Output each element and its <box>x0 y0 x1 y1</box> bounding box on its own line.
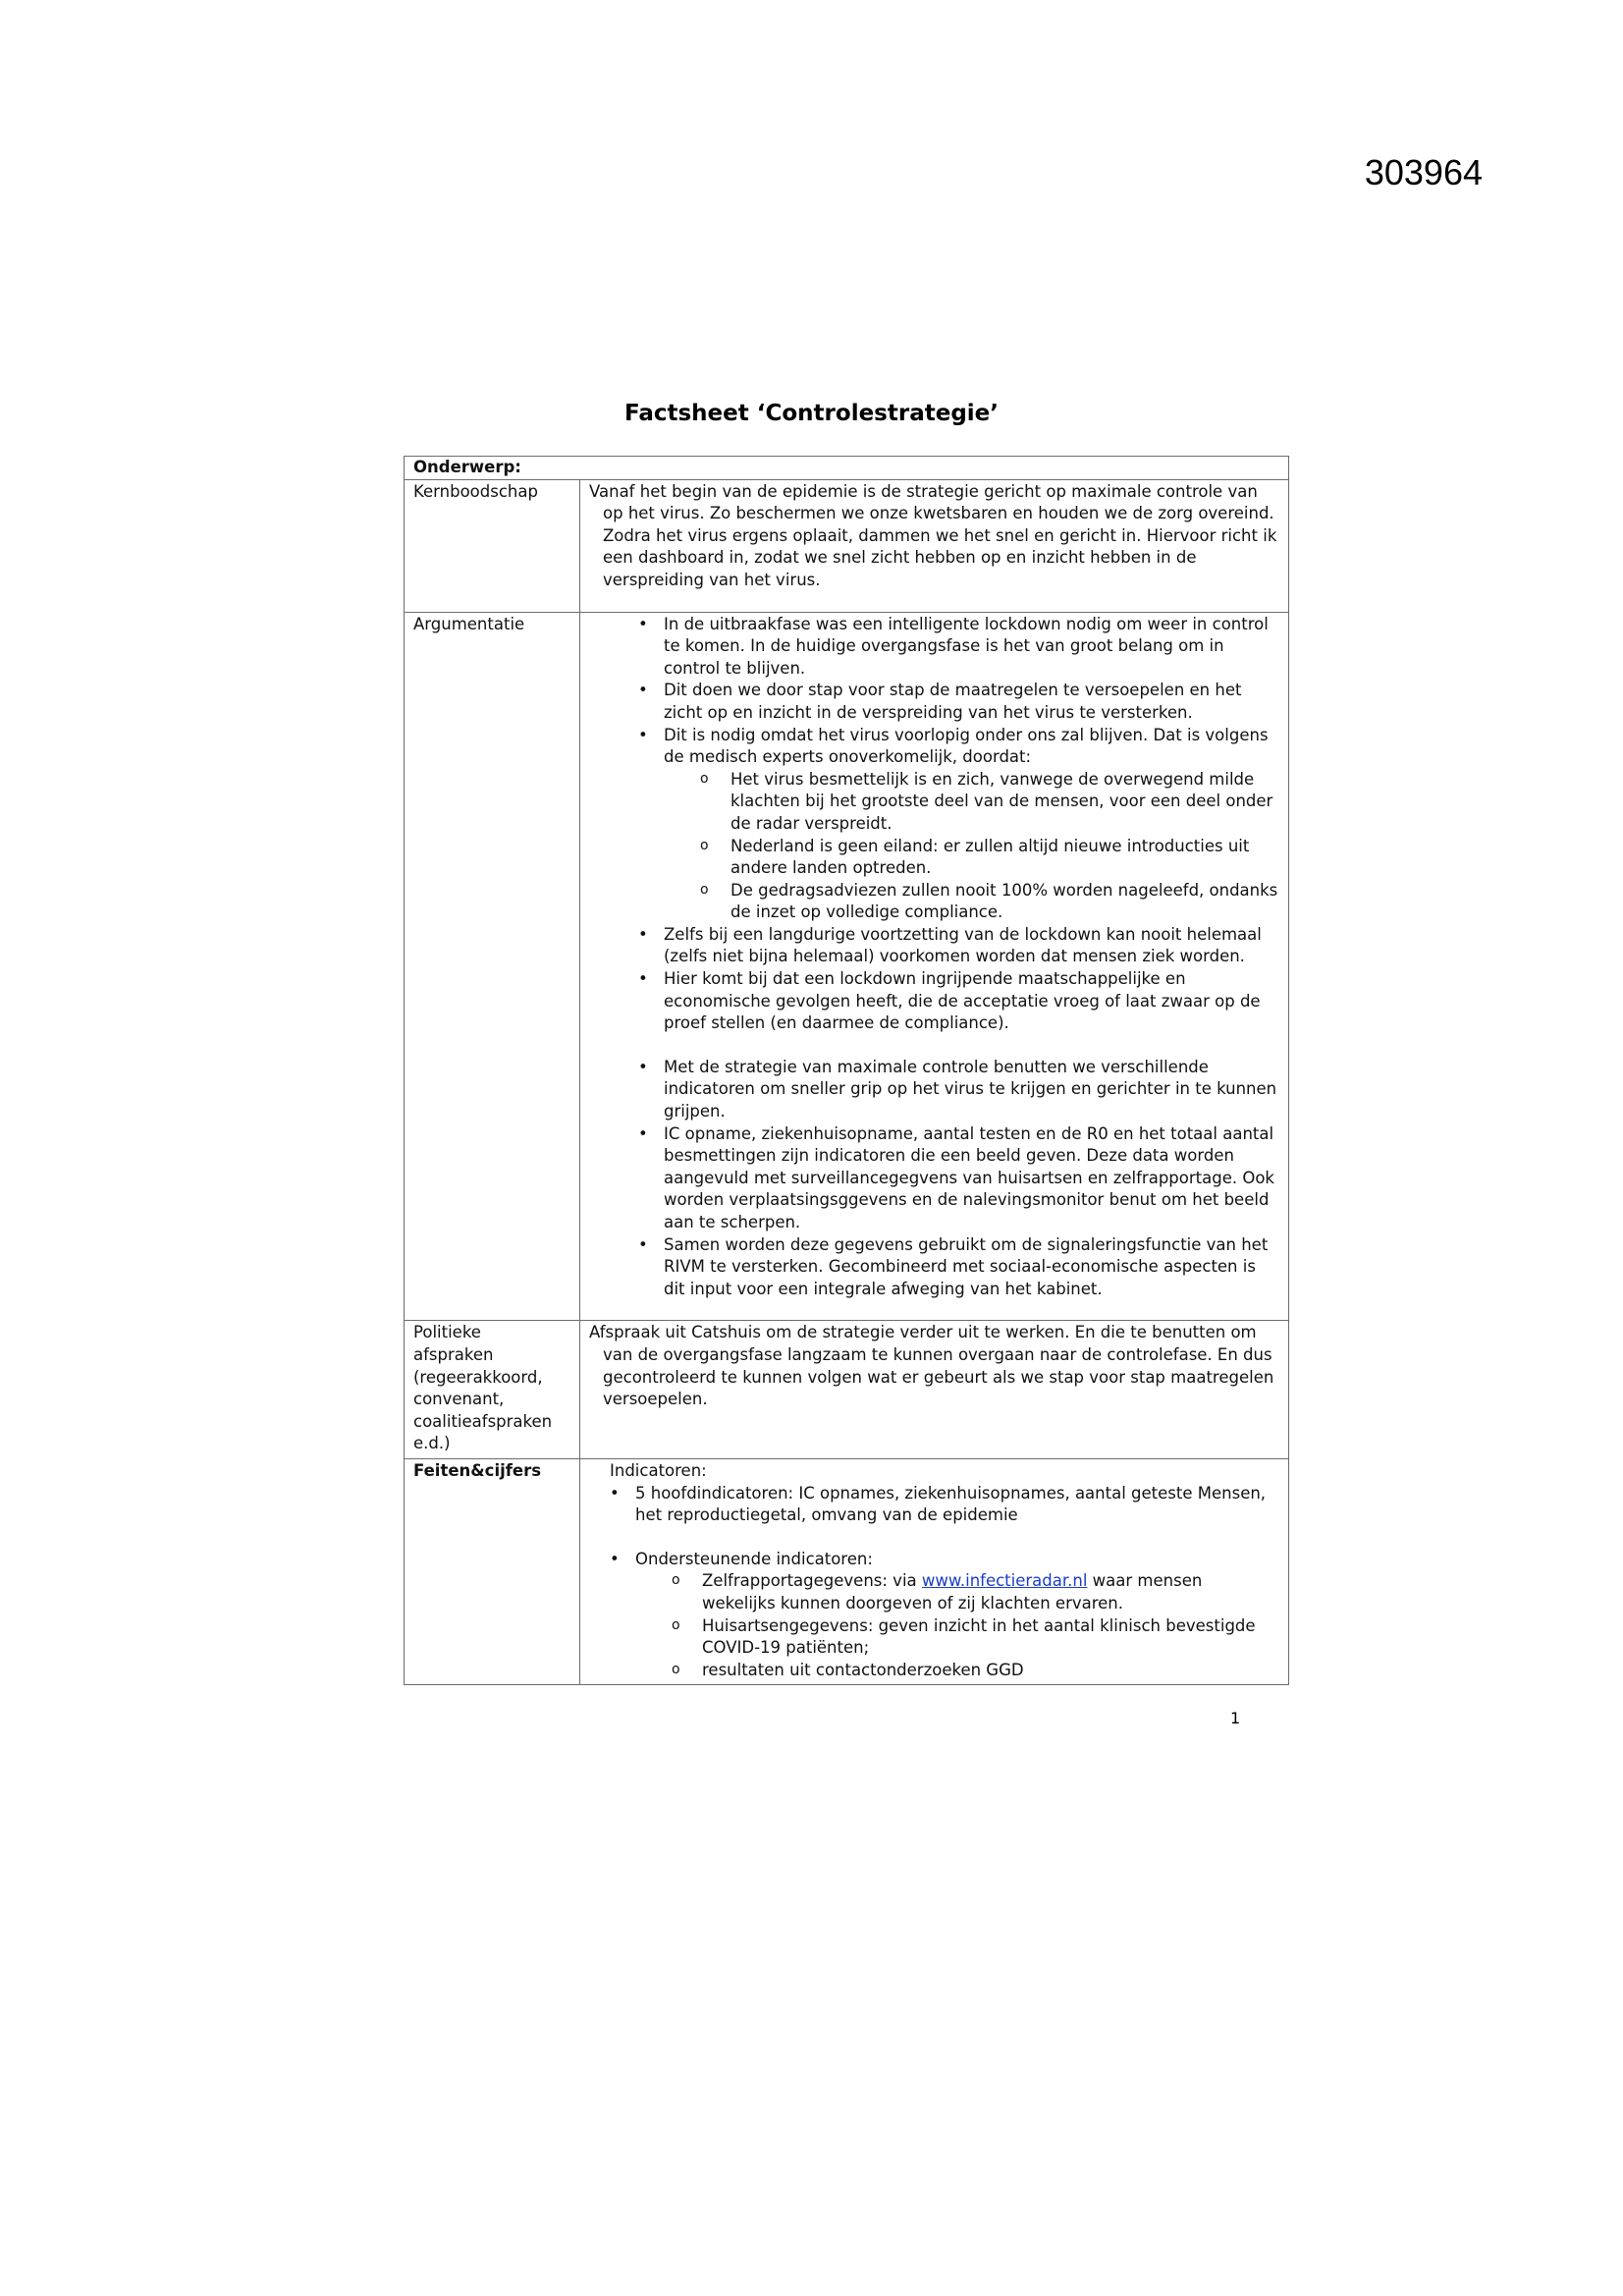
list-item <box>610 1549 1279 1682</box>
infectieradar-link[interactable]: www.infectieradar.nl <box>921 1571 1088 1591</box>
page-title: Factsheet ‘Controlestrategie’ <box>623 401 1000 426</box>
list-item-text: Ondersteunende indicatoren: <box>635 1549 873 1568</box>
argumentatie-cell <box>580 612 1289 1321</box>
argumentatie-list-1 <box>589 614 1279 1035</box>
page-number: 1 <box>1230 1709 1241 1727</box>
politieke-afspraken-text: Afspraak uit Catshuis om de strategie verder uit te werken. En die te benutten om van de overgangsfase langzaam te kunnen overgaan naar de controlefase. En dus gecontroleerd te kunnen volgen wat er gebeurt als we stap voor stap maatregelen versoepelen. <box>589 1323 1274 1409</box>
politieke-afspraken-row <box>405 1321 1289 1459</box>
politieke-afspraken-label <box>405 1321 580 1459</box>
hoofdindicatoren-list <box>610 1483 1279 1527</box>
feiten-cijfers-label: Feiten&cijfers <box>405 1458 580 1684</box>
feiten-cijfers-row <box>405 1458 1289 1684</box>
kernboodschap-label: Kernboodschap <box>405 479 580 612</box>
list-item: • 5 hoofdindicatoren: IC opnames, ziekenhuisopnames, aantal geteste Mensen, het reproductiegetal, omvang van de epidemie <box>610 1483 1279 1527</box>
list-item: • In de uitbraakfase was een intelligente lockdown nodig om weer in control te komen. In de huidige overgangsfase is het van groot belang om in control te blijven. <box>638 614 1279 681</box>
sub-list-item: o Huisartsengegevens: geven inzicht in het aantal klinisch bevestigde COVID-19 patiënten; <box>672 1615 1279 1660</box>
sub-list-item: o resultaten uit contactonderzoeken GGD <box>672 1660 1279 1682</box>
label-line: e.d.) <box>413 1434 451 1453</box>
label-line: (regeerakkoord, <box>413 1367 543 1387</box>
feiten-cijfers-cell <box>580 1458 1289 1684</box>
label-line: convenant, <box>413 1390 505 1409</box>
zelfrapportage-text-before: Zelfrapportagegevens: via <box>702 1571 922 1591</box>
document-id: 303964 <box>1364 152 1483 192</box>
ondersteunende-sublist <box>635 1570 1279 1681</box>
label-line: afspraken <box>413 1344 494 1364</box>
argumentatie-label: Argumentatie <box>405 612 580 1321</box>
sub-list-item: o Het virus besmettelijk is en zich, vanwege de overwegend milde klachten bij het grootste deel van de mensen, voor een deel onder de radar verspreidt. <box>700 769 1279 836</box>
argumentatie-sublist <box>664 769 1279 924</box>
label-line: coalitieafspraken <box>413 1411 553 1431</box>
list-item: • Zelfs bij een langdurige voortzetting van de lockdown kan nooit helemaal (zelfs niet bijna helemaal) voorkomen worden dat mensen ziek worden. <box>638 924 1279 968</box>
list-item <box>638 725 1279 924</box>
spacer <box>610 1527 1279 1549</box>
sub-list-item <box>672 1570 1279 1614</box>
list-item-text: Dit is nodig omdat het virus voorlopig onder ons zal blijven. Dat is volgens de medisch experts onoverkomelijk, doordat: <box>664 725 1269 767</box>
list-item: • Samen worden deze gegevens gebruikt om de signaleringsfunctie van het RIVM te versterken. Gecombineerd met sociaal-economische aspecten is dit input voor een integrale afweging van het kabinet. <box>638 1234 1279 1301</box>
table-header-row <box>405 457 1289 480</box>
argumentatie-row <box>405 612 1289 1321</box>
onderwerp-header: Onderwerp: <box>405 457 1289 480</box>
kernboodschap-row <box>405 479 1289 612</box>
label-line: Politieke <box>413 1323 481 1342</box>
list-item: • Met de strategie van maximale controle benutten we verschillende indicatoren om sneller grip op het virus te krijgen en gerichter in te kunnen grijpen. <box>638 1057 1279 1123</box>
politieke-afspraken-cell <box>580 1321 1289 1459</box>
kernboodschap-cell <box>580 479 1289 612</box>
ondersteunende-list <box>610 1549 1279 1682</box>
list-item: • IC opname, ziekenhuisopname, aantal testen en de R0 en het totaal aantal besmettingen zijn indicatoren die een beeld geven. Deze data worden aangevuld met surveillancegegvens van huisartsen en zelfrapportage. Ook worden verplaatsingsggevens en de nalevingsmonitor benut om het beeld aan te scherpen. <box>638 1123 1279 1234</box>
zelfrapportage-text-after: waar mensen wekelijks kunnen doorgeven of zij klachten ervaren. <box>702 1571 1203 1613</box>
factsheet-table <box>404 456 1289 1685</box>
spacer <box>589 1035 1279 1057</box>
indicatoren-intro: Indicatoren: <box>610 1460 707 1480</box>
sub-list-item: o De gedragsadviezen zullen nooit 100% worden nageleefd, ondanks de inzet op volledige compliance. <box>700 880 1279 924</box>
kernboodschap-text: Vanaf het begin van de epidemie is de strategie gericht op maximale controle van op het virus. Zo beschermen we onze kwetsbaren en houden we de zorg overeind. Zodra het virus ergens oplaait, dammen we het snel en gericht in. Hiervoor richt ik een dashboard in, zodat we snel zicht hebben op en inzicht hebben in de verspreiding van het virus. <box>589 481 1277 589</box>
sub-list-item: o Nederland is geen eiland: er zullen altijd nieuwe introducties uit andere landen optreden. <box>700 836 1279 880</box>
argumentatie-list-2 <box>589 1057 1279 1301</box>
list-item: • Hier komt bij dat een lockdown ingrijpende maatschappelijke en economische gevolgen heeft, die de acceptatie vroeg of laat zwaar op de proef stellen (en daarmee de compliance). <box>638 968 1279 1035</box>
list-item: • Dit doen we door stap voor stap de maatregelen te versoepelen en het zicht op en inzicht in de verspreiding van het virus te versterken. <box>638 680 1279 724</box>
